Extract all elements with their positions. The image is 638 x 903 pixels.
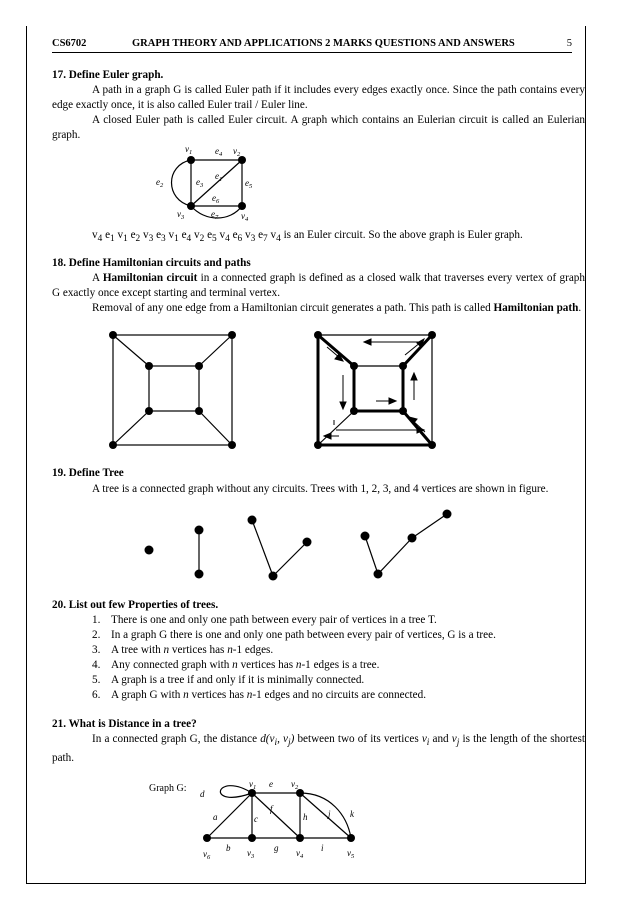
hamiltonian-graph-left [113,335,232,445]
label-e5: $e_5$ [245,178,253,190]
label-e7: $e_7$ [211,209,219,221]
q20-heading: 20. List out few Properties of trees. [52,599,219,611]
list-item: 5. A graph is a tree if and only if it is minimally connected. [92,674,365,686]
label-v2: $v_2$ [233,146,241,158]
svg-text:i: i [321,843,324,853]
list-item: 4. Any connected graph with n vertices has n-1 edges is a tree. [92,659,380,671]
q21-heading: 21. What is Distance in a tree? [52,718,197,730]
list-item: 3. A tree with n vertices has n-1 edges. [92,644,274,656]
svg-text:j: j [328,809,331,819]
q18-heading: 18. Define Hamiltonian circuits and paths [52,257,251,269]
hamiltonian-graph-right [318,335,432,445]
label-v4: $v_4$ [241,211,249,223]
q17-heading: 17. Define Euler graph. [52,69,164,81]
q17-circuit: $v_4$ $e_1$ $v_1$ $e_2$ $v_3$ $e_3$ $v_1$ $e_4$ $v_2$ $e_5$ $v_4$ $e_6$ $v_3$ $e_7$ $v_4$ is an Euler circuit. So the above graph is Euler graph. [92,229,523,245]
list-item: 1. There is one and only one path between every pair of vertices in a tree T. [92,614,437,626]
label-e1: $e_1$ [215,171,223,183]
hamiltonian-arrows [324,339,425,439]
list-item: 2. In a graph G there is one and only one path between every pair of vertices, G is a tree. [92,629,496,641]
trees-figure [199,514,447,576]
label-v3: $v_3$ [177,209,185,221]
graph-g-caption: Graph G: [149,783,187,794]
course-code: CS6702 [52,38,87,49]
svg-text:a: a [213,812,218,822]
svg-text:e: e [269,779,273,789]
svg-text:v3: $v_3$ [247,848,255,860]
q19-para-1: A tree is a connected graph without any circuits. Trees with 1, 2, 3, and 4 vertices are shown in figure. [92,483,549,495]
svg-text:c: c [254,814,258,824]
q17-para-1: A path in a graph G is called Euler path if it includes every edges exactly once. Since the path contains every edge exactly once, it is also called Euler trail / Euler line. [52,84,585,111]
svg-text:v6: $v_6$ [203,849,211,861]
svg-text:g: g [274,843,279,853]
svg-text:b: b [226,843,231,853]
q17-para-2: A closed Euler path is called Euler circuit. A graph which contains an Eulerian circuit is called an Eulerian graph. [52,114,585,141]
q18-para-1: A Hamiltonian circuit in a connected graph is defined as a closed walk that traverses every vertex of graph G exactly once except starting and terminal vertex. [52,272,585,299]
label-d: d [200,789,205,799]
svg-text:f: f [270,804,273,814]
svg-text:v1: $v_1$ [249,779,257,791]
label-e3: $e_3$ [196,177,204,189]
q18-para-2: Removal of any one edge from a Hamiltonian circuit generates a path. This path is called Hamiltonian path. [92,302,582,314]
label-e2: $e_2$ [156,177,164,189]
svg-text:h: h [303,812,308,822]
label-v1: $v_1$ [185,144,193,156]
label-e6: $e_6$ [212,193,220,205]
svg-text:v2: $v_2$ [291,779,299,791]
q19-heading: 19. Define Tree [52,467,124,479]
page-number: 5 [566,38,572,49]
euler-graph [172,160,243,218]
tree-properties-list [92,613,496,703]
svg-text:v5: $v_5$ [347,848,355,860]
svg-text:v4: $v_4$ [296,848,304,860]
list-item: 6. A graph G with n vertices has n-1 edges and no circuits are connected. [92,689,427,701]
label-e4: $e_4$ [215,146,223,158]
svg-text:k: k [350,809,354,819]
q21-para-1: In a connected graph G, the distance $d(v_i$, $v_j$) between two of its vertices $v_i$ and $v_j$ is the length of the shortest path. [52,733,586,765]
header-title: GRAPH THEORY AND APPLICATIONS 2 MARKS QUESTIONS AND ANSWERS [132,38,515,49]
